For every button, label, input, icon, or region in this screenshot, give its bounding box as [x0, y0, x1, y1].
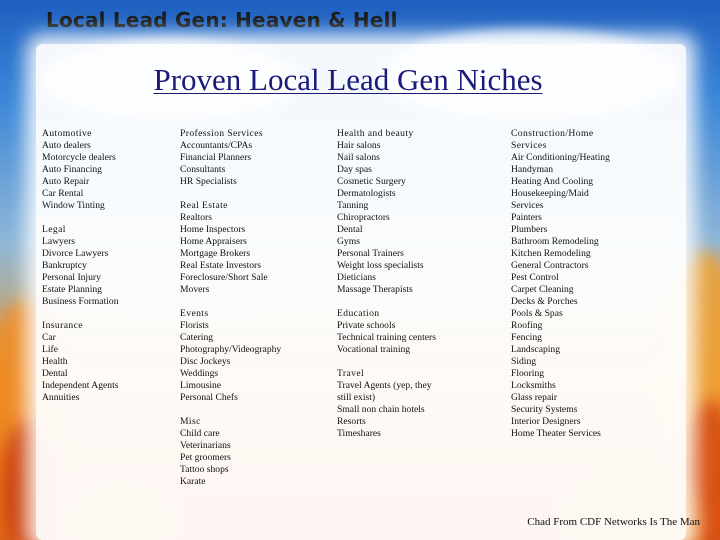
- niche-item: Tanning: [337, 200, 369, 211]
- niche-item: Disc Jockeys: [180, 356, 231, 367]
- niche-item: Cosmetic Surgery: [337, 176, 406, 187]
- niche-item: Bathroom Remodeling: [511, 236, 599, 247]
- niche-item: Interior Designers: [511, 416, 581, 427]
- niche-item: Small non chain hotels: [337, 404, 425, 415]
- niche-item: Photography/Videography: [180, 344, 282, 355]
- niche-item: Dental: [337, 224, 363, 235]
- niche-item: Painters: [511, 212, 542, 223]
- niche-item: Handyman: [511, 164, 554, 175]
- niche-item: Catering: [180, 332, 214, 343]
- niche-item: Health: [42, 356, 68, 367]
- niche-item: Dieticians: [337, 272, 376, 283]
- niche-item: Plumbers: [511, 224, 548, 235]
- niche-column-2: [180, 128, 320, 500]
- niche-item: Gyms: [337, 236, 360, 247]
- niche-group-title: Construction/Home Services: [511, 128, 594, 151]
- niche-item: Dental: [42, 368, 68, 379]
- niche-group: [337, 308, 487, 356]
- niche-item: Window Tinting: [42, 200, 105, 211]
- page-heading: Proven Local Lead Gen Niches: [153, 62, 543, 97]
- niche-group: [337, 368, 487, 440]
- niche-item: Landscaping: [511, 344, 561, 355]
- niche-item: Day spas: [337, 164, 372, 175]
- niche-item: General Contractors: [511, 260, 589, 271]
- niche-item: Accountants/CPAs: [180, 140, 253, 151]
- niche-item: Movers: [180, 284, 210, 295]
- niche-item: Car Rental: [42, 188, 84, 199]
- niche-group: [337, 128, 487, 296]
- niche-item: Fencing: [511, 332, 542, 343]
- niche-group: [42, 224, 164, 308]
- niche-item: Housekeeping/Maid Services: [511, 188, 589, 211]
- niche-item: Independent Agents: [42, 380, 119, 391]
- niche-group-title: Real Estate: [180, 200, 228, 211]
- slide-title: Local Lead Gen: Heaven & Hell: [46, 8, 398, 32]
- niche-item: Auto dealers: [42, 140, 91, 151]
- niche-item: Vocational training: [337, 344, 411, 355]
- niche-item: Pest Control: [511, 272, 559, 283]
- niche-group: [180, 416, 320, 488]
- niche-group: [511, 128, 661, 440]
- niche-group-title: Profession Services: [180, 128, 264, 139]
- niche-item: Real Estate Investors: [180, 260, 261, 271]
- niche-column-1: [42, 128, 164, 416]
- niche-item: Dermatologists: [337, 188, 396, 199]
- niche-item: Car: [42, 332, 56, 343]
- niche-item: Chiropractors: [337, 212, 390, 223]
- niche-item: Pools & Spas: [511, 308, 563, 319]
- niche-group-title: Automotive: [42, 128, 92, 139]
- niche-group: [180, 308, 320, 404]
- niche-item: Estate Planning: [42, 284, 102, 295]
- niche-item: Glass repair: [511, 392, 558, 403]
- niche-item: Personal Chefs: [180, 392, 238, 403]
- niche-item: Annuities: [42, 392, 80, 403]
- niche-item: Weddings: [180, 368, 219, 379]
- niche-item: HR Specialists: [180, 176, 237, 187]
- niche-group-title: Education: [337, 308, 380, 319]
- footer-credit: Chad From CDF Networks Is The Man: [527, 516, 700, 528]
- niche-item: Massage Therapists: [337, 284, 413, 295]
- niche-group-title: Health and beauty: [337, 128, 414, 139]
- niche-item: Financial Planners: [180, 152, 252, 163]
- niche-column-3: [337, 128, 487, 452]
- niche-item: Realtors: [180, 212, 212, 223]
- niche-item: Resorts: [337, 416, 366, 427]
- niche-group: [42, 128, 164, 212]
- niche-item: Nail salons: [337, 152, 380, 163]
- niche-item: Bankruptcy: [42, 260, 87, 271]
- niche-item: Heating And Cooling: [511, 176, 594, 187]
- niche-item: Security Systems: [511, 404, 578, 415]
- niche-group-title: Legal: [42, 224, 66, 235]
- niche-item: Pet groomers: [180, 452, 231, 463]
- niche-column-4: [511, 128, 661, 452]
- niche-item: Technical training centers: [337, 332, 436, 343]
- niche-item: Motorcycle dealers: [42, 152, 116, 163]
- niche-item: Child care: [180, 428, 220, 439]
- niche-group-title: Travel: [337, 368, 365, 379]
- niche-item: Home Theater Services: [511, 428, 601, 439]
- niche-item: Auto Repair: [42, 176, 90, 187]
- niche-item: Consultants: [180, 164, 226, 175]
- niche-group: [42, 320, 164, 404]
- niche-item: Karate: [180, 476, 206, 487]
- niche-item: Florists: [180, 320, 209, 331]
- niche-item: Kitchen Remodeling: [511, 248, 591, 259]
- niche-item: Air Conditioning/Heating: [511, 152, 610, 163]
- niche-item: Business Formation: [42, 296, 119, 307]
- niche-item: Tattoo shops: [180, 464, 229, 475]
- niche-item: Home Appraisers: [180, 236, 247, 247]
- niche-group: [180, 200, 320, 296]
- niche-item: Personal Injury: [42, 272, 101, 283]
- niche-item: Lawyers: [42, 236, 76, 247]
- niche-item: Life: [42, 344, 58, 355]
- niche-item: Foreclosure/Short Sale: [180, 272, 268, 283]
- niche-item: Timeshares: [337, 428, 381, 439]
- niche-item: Locksmiths: [511, 380, 556, 391]
- niche-item: Limousine: [180, 380, 222, 391]
- niche-group-title: Events: [180, 308, 209, 319]
- niche-item: Private schools: [337, 320, 396, 331]
- niche-item: Divorce Lawyers: [42, 248, 109, 259]
- niche-item: Carpet Cleaning: [511, 284, 574, 295]
- niche-item: Veterinarians: [180, 440, 231, 451]
- niche-item: Home Inspectors: [180, 224, 246, 235]
- niche-item: Mortgage Brokers: [180, 248, 251, 259]
- niche-item: Auto Financing: [42, 164, 102, 175]
- niche-group-title: Insurance: [42, 320, 83, 331]
- niche-item: Hair salons: [337, 140, 381, 151]
- niche-item: Flooring: [511, 368, 545, 379]
- niche-item: Personal Trainers: [337, 248, 404, 259]
- niche-group-title: Misc: [180, 416, 201, 427]
- niche-item: Decks & Porches: [511, 296, 578, 307]
- niche-item: Weight loss specialists: [337, 260, 424, 271]
- niche-item: Siding: [511, 356, 537, 367]
- niche-item: Roofing: [511, 320, 543, 331]
- niche-group: [180, 128, 320, 188]
- niche-item: Travel Agents (yep, they still exist): [337, 380, 432, 403]
